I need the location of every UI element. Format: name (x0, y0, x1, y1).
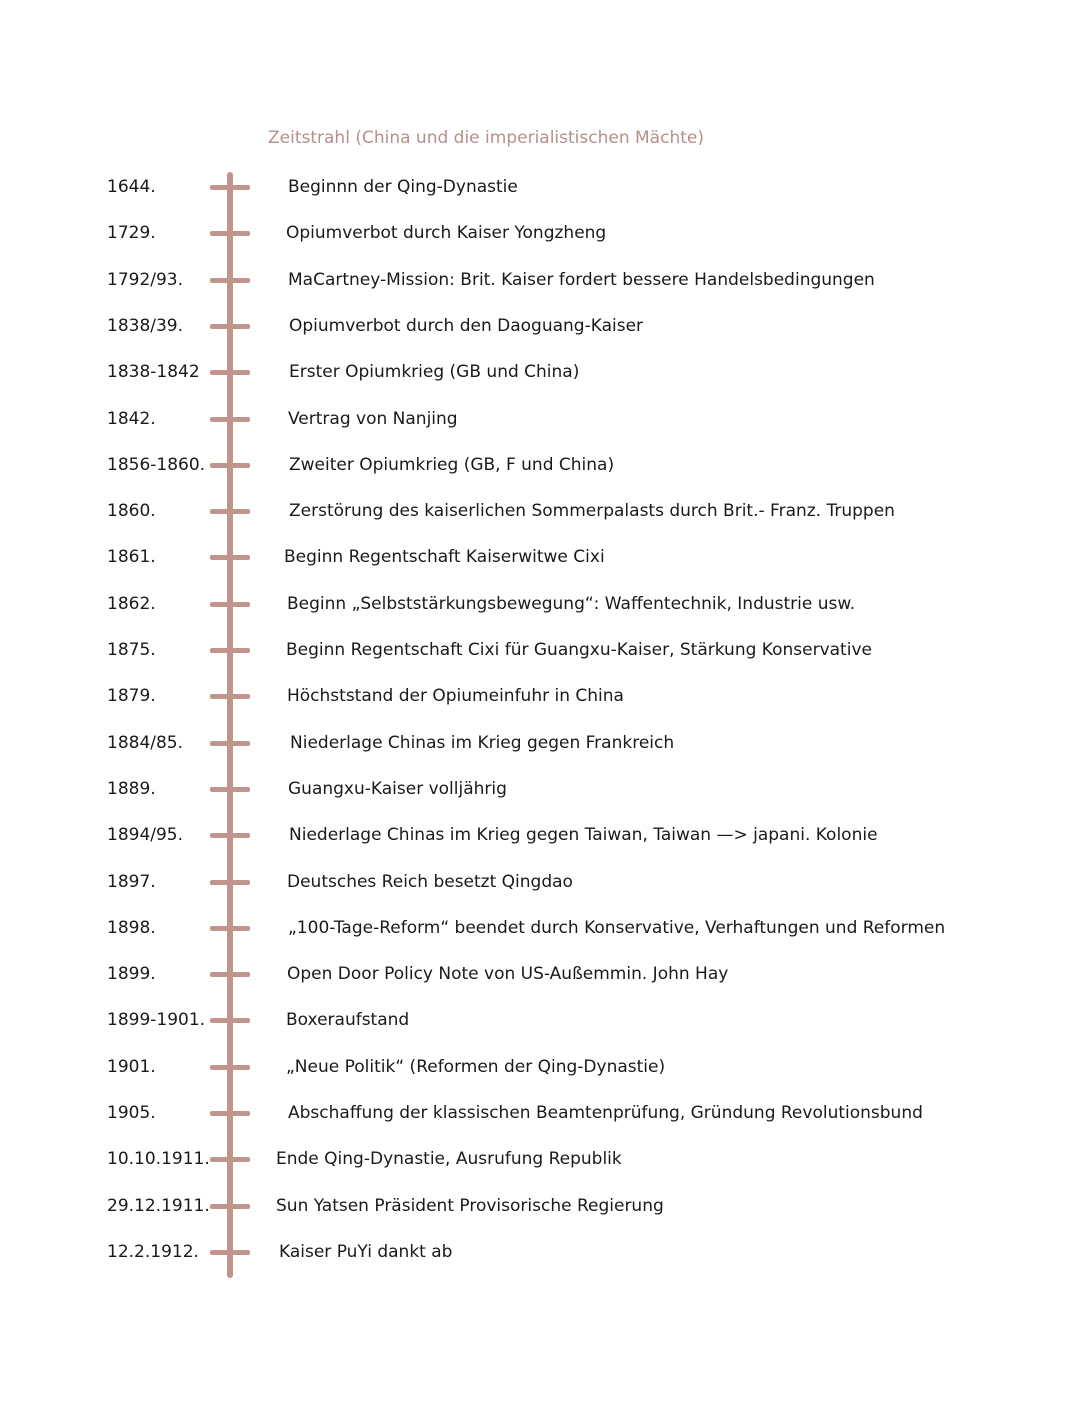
timeline-row (0, 820, 1080, 850)
timeline-event-text: Sun Yatsen Präsident Provisorische Regierung (276, 1195, 664, 1216)
timeline-row (0, 357, 1080, 387)
timeline-tick (210, 1250, 250, 1255)
timeline-event-text: Beginnn der Qing-Dynastie (288, 177, 518, 197)
timeline-date: 1898. (107, 917, 156, 938)
timeline-tick (210, 463, 250, 468)
timeline-tick (210, 833, 250, 838)
timeline-row (0, 542, 1080, 572)
timeline-event-text: Open Door Policy Note von US-Außemmin. John Hay (287, 964, 729, 985)
timeline-event-text: Deutsches Reich besetzt Qingdao (287, 871, 573, 892)
timeline-row (0, 404, 1080, 434)
timeline-tick (210, 555, 250, 560)
timeline-tick (210, 278, 250, 283)
timeline-row (0, 728, 1080, 758)
timeline-event-text: Opiumverbot durch den Daoguang-Kaiser (289, 315, 644, 336)
timeline-date: 1729. (107, 223, 156, 244)
timeline-event-text: „100-Tage-Reform“ beendet durch Konservative, Verhaftungen und Reformen (288, 917, 946, 938)
timeline-row (0, 867, 1080, 897)
timeline-tick (210, 185, 250, 190)
timeline-event-text: „Neue Politik“ (Reformen der Qing-Dynastie) (286, 1056, 666, 1077)
timeline-row (0, 1237, 1080, 1267)
timeline-tick (210, 648, 250, 653)
timeline-date: 1879. (107, 686, 156, 707)
timeline-event-text: Niederlage Chinas im Krieg gegen Taiwan, Taiwan —> japani. Kolonie (289, 825, 878, 846)
timeline-date: 1644. (107, 177, 156, 197)
timeline-date: 1842. (107, 408, 156, 429)
timeline-row (0, 1144, 1080, 1174)
timeline-event-text: Vertrag von Nanjing (288, 408, 458, 429)
timeline-event-text: Beginn Regentschaft Kaiserwitwe Cixi (284, 547, 605, 568)
timeline-tick (210, 1157, 250, 1162)
timeline-row (0, 1005, 1080, 1035)
timeline-row (0, 589, 1080, 619)
timeline-date: 1889. (107, 778, 156, 799)
timeline-event-text: Beginn „Selbststärkungsbewegung“: Waffentechnik, Industrie usw. (287, 593, 856, 614)
timeline-date: 1899-1901. (107, 1010, 206, 1031)
timeline-event-text: Opiumverbot durch Kaiser Yongzheng (286, 223, 607, 244)
timeline-event-text: Höchststand der Opiumeinfuhr in China (287, 686, 624, 707)
timeline-row (0, 913, 1080, 943)
page-title: Zeitstrahl (China und die imperialistischen Mächte) (268, 128, 704, 148)
timeline-event-text: Erster Opiumkrieg (GB und China) (289, 362, 580, 383)
timeline-row (0, 681, 1080, 711)
timeline-tick (210, 417, 250, 422)
timeline-row (0, 959, 1080, 989)
timeline-tick (210, 787, 250, 792)
timeline-date: 1856-1860. (107, 454, 206, 475)
timeline-row (0, 635, 1080, 665)
timeline-row (0, 172, 1080, 202)
timeline-date: 1792/93. (107, 269, 184, 290)
timeline-tick (210, 972, 250, 977)
timeline-tick (210, 370, 250, 375)
timeline-tick (210, 1018, 250, 1023)
timeline-tick (210, 926, 250, 931)
timeline-row (0, 1052, 1080, 1082)
timeline-row (0, 774, 1080, 804)
timeline-date: 1861. (107, 547, 156, 568)
timeline-event-text: Ende Qing-Dynastie, Ausrufung Republik (276, 1149, 622, 1170)
timeline-row (0, 1098, 1080, 1128)
timeline-tick (210, 324, 250, 329)
timeline-event-text: Kaiser PuYi dankt ab (279, 1241, 453, 1262)
timeline-date: 1860. (107, 501, 156, 522)
timeline-date: 1875. (107, 640, 156, 660)
timeline-date: 1838/39. (107, 315, 184, 336)
timeline-event-text: Zerstörung des kaiserlichen Sommerpalasts durch Brit.- Franz. Truppen (289, 501, 895, 522)
timeline-event-text: MaCartney-Mission: Brit. Kaiser fordert bessere Handelsbedingungen (288, 269, 875, 290)
timeline-tick (210, 231, 250, 236)
timeline-row (0, 496, 1080, 526)
timeline-date: 29.12.1911. (107, 1195, 210, 1216)
timeline-row (0, 1191, 1080, 1221)
timeline-date: 12.2.1912. (107, 1241, 199, 1262)
timeline-row (0, 265, 1080, 295)
timeline-date: 1905. (107, 1103, 156, 1123)
timeline-row (0, 450, 1080, 480)
timeline-event-text: Niederlage Chinas im Krieg gegen Frankreich (290, 732, 675, 753)
timeline-event-text: Abschaffung der klassischen Beamtenprüfung, Gründung Revolutionsbund (288, 1103, 923, 1123)
timeline-date: 1899. (107, 964, 156, 985)
timeline-tick (210, 1065, 250, 1070)
timeline-row (0, 218, 1080, 248)
timeline-event-text: Zweiter Opiumkrieg (GB, F und China) (289, 454, 615, 475)
timeline-tick (210, 880, 250, 885)
timeline-date: 1884/85. (107, 732, 184, 753)
timeline-event-text: Guangxu-Kaiser volljährig (288, 778, 507, 799)
timeline-date: 10.10.1911. (107, 1149, 210, 1170)
timeline-date: 1897. (107, 871, 156, 892)
timeline-event-text: Boxeraufstand (286, 1010, 410, 1031)
timeline-date: 1894/95. (107, 825, 184, 846)
timeline-row (0, 311, 1080, 341)
timeline-date: 1901. (107, 1056, 156, 1077)
timeline-tick (210, 1111, 250, 1116)
timeline-tick (210, 509, 250, 514)
timeline-tick (210, 1204, 250, 1209)
timeline-date: 1838-1842 (107, 362, 200, 383)
timeline-event-text: Beginn Regentschaft Cixi für Guangxu-Kaiser, Stärkung Konservative (286, 640, 872, 660)
timeline-tick (210, 741, 250, 746)
timeline-tick (210, 694, 250, 699)
timeline-tick (210, 602, 250, 607)
timeline-date: 1862. (107, 593, 156, 614)
